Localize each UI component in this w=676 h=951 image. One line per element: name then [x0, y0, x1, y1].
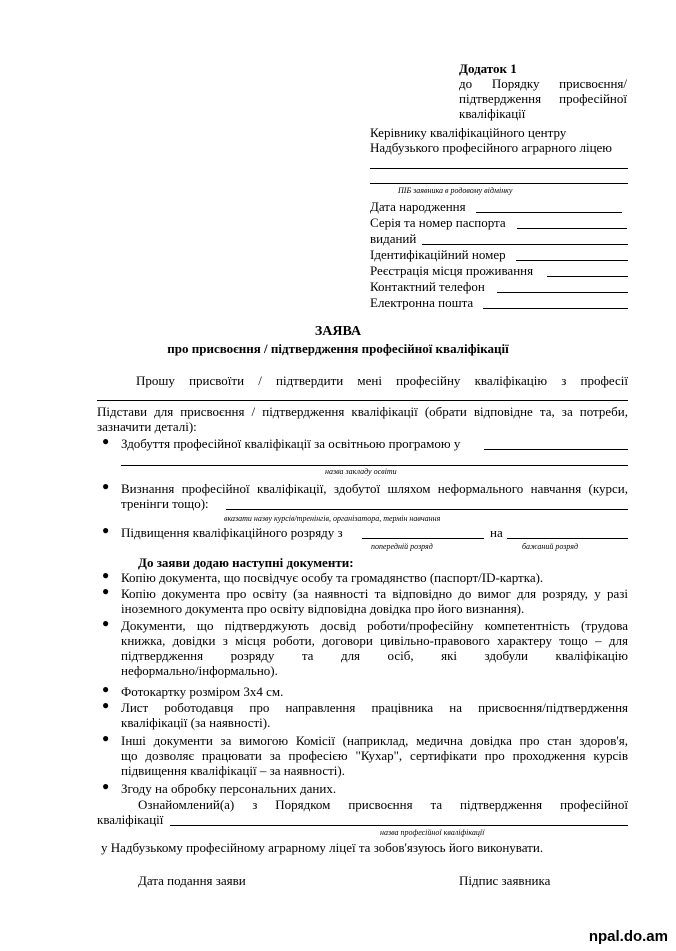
field-passport-label: Серія та номер паспорта	[370, 215, 506, 230]
field-phone-input[interactable]	[497, 292, 628, 293]
ground-nonformal-caption: вказати назву курсів/тренінгів, організатора, термін навчання	[224, 514, 441, 523]
ground-upgrade-on: на	[490, 525, 503, 540]
documents-heading: До заяви додаю наступні документи:	[138, 555, 354, 570]
bullet-icon: ●	[102, 698, 110, 712]
bullet-icon: ●	[102, 434, 110, 448]
bullet-icon: ●	[102, 523, 110, 537]
appendix-line-1: до Порядку присвоєння/	[459, 76, 627, 91]
bullet-icon: ●	[102, 616, 110, 630]
document-item-1: Копію документа, що посвідчує особу та громадянство (паспорт/ID-картка).	[121, 570, 544, 585]
document-item-4: Фотокартку розміром 3х4 см.	[121, 684, 284, 699]
field-passport-input[interactable]	[517, 228, 627, 229]
watermark: npal.do.am	[588, 928, 668, 945]
submission-date-label: Дата подання заяви	[138, 873, 246, 888]
ground-nonformal-line-2: тренінги тощо):	[121, 496, 209, 511]
acknowledgement-line-1: Ознайомлений(а) з Порядком присвоєння та підтвердження професійної	[138, 797, 628, 812]
bullet-icon: ●	[102, 584, 110, 598]
field-birth-date-input[interactable]	[476, 212, 622, 213]
desired-grade-caption: бажаний розряд	[522, 542, 579, 551]
bullet-icon: ●	[102, 731, 110, 745]
applicant-name-caption: ПІБ заявника в родовому відмінку	[398, 186, 513, 195]
qualification-name-input[interactable]	[170, 825, 628, 826]
field-issued-input[interactable]	[422, 244, 628, 245]
profession-input[interactable]	[97, 400, 628, 401]
field-registration-label: Реєстрація місця проживання	[370, 263, 534, 278]
field-email-label: Електронна пошта	[370, 295, 474, 310]
document-item-3-line-2: книжка, довідки з місця роботи, договори цивільно-правового характеру тощо – для	[121, 633, 628, 648]
ground-education-caption: назва закладу освіти	[325, 467, 397, 476]
document-item-6-line-2: що дозволяє працювати за професією "Кухар", сертифікати про проходження курсів	[121, 748, 628, 763]
document-item-3-line-4: неформально/інформально).	[121, 663, 278, 678]
document-item-5-line-1: Лист роботодавця про направлення працівника на присвоєння/підтвердження	[121, 700, 628, 715]
field-phone-label: Контактний телефон	[370, 279, 485, 294]
field-email-input[interactable]	[483, 308, 628, 309]
document-item-5-line-2: кваліфікації (за наявності).	[121, 715, 271, 730]
bullet-icon: ●	[102, 568, 110, 582]
field-birth-date-label: Дата народження	[370, 199, 466, 214]
acknowledgement-line-2: кваліфікації	[97, 812, 164, 827]
ground-education-label: Здобуття професійної кваліфікації за освітньою програмою у	[121, 436, 461, 451]
request-text: Прошу присвоїти / підтвердити мені професійну кваліфікацію з професії	[136, 373, 628, 388]
document-item-3-line-3: підтвердження розряду та для осіб, які здобули кваліфікацію	[121, 648, 628, 663]
bullet-icon: ●	[102, 479, 110, 493]
ground-nonformal-input[interactable]	[226, 509, 628, 510]
applicant-signature-label: Підпис заявника	[459, 873, 551, 888]
appendix-line-3: кваліфікації	[459, 106, 526, 121]
ground-nonformal-line-1: Визнання професійної кваліфікації, здобутої шляхом неформального навчання (курси,	[121, 481, 628, 496]
document-item-7: Згоду на обробку персональних даних.	[121, 781, 337, 796]
applicant-name-line-2[interactable]	[370, 183, 628, 184]
appendix-line-2: підтвердження професійної	[459, 91, 627, 106]
bullet-icon: ●	[102, 682, 110, 696]
qualification-name-caption: назва професійної кваліфікації	[380, 828, 485, 837]
document-item-2-line-1: Копію документа про освіту (за наявності та відповідно до вимог для розряду, у разі	[121, 586, 628, 601]
ground-education-input-2[interactable]	[121, 465, 628, 466]
document-item-6-line-3: підвищення кваліфікації – за наявності).	[121, 763, 345, 778]
acknowledgement-line-3: у Надбузькому професійному аграрному ліцеї та зобов'язуюсь його виконувати.	[101, 840, 544, 855]
document-title: ЗАЯВА	[314, 324, 362, 339]
applicant-name-line-1[interactable]	[370, 168, 628, 169]
field-tax-id-input[interactable]	[516, 260, 628, 261]
document-subtitle: про присвоєння / підтвердження професійної кваліфікації	[167, 341, 509, 356]
addressee-line-2: Надбузького професійного аграрного ліцею	[370, 140, 613, 155]
ground-education-input-1[interactable]	[484, 449, 628, 450]
previous-grade-input[interactable]	[362, 538, 484, 539]
grounds-line-1: Підстави для присвоєння / підтвердження кваліфікації (обрати відповідне та, за потреби,	[97, 404, 628, 419]
ground-upgrade-label: Підвищення кваліфікаційного розряду з	[121, 525, 343, 540]
addressee-line-1: Керівнику кваліфікаційного центру	[370, 125, 567, 140]
document-item-6-line-1: Інші документи за вимогою Комісії (наприклад, медична довідка про стан здоров'я,	[121, 733, 628, 748]
field-issued-label: виданий	[370, 231, 417, 246]
document-item-3-line-1: Документи, що підтверджують досвід роботи/професійну компетентність (трудова	[121, 618, 628, 633]
appendix-title: Додаток 1	[459, 61, 517, 76]
previous-grade-caption: попередній розряд	[371, 542, 433, 551]
field-tax-id-label: Ідентифікаційний номер	[370, 247, 506, 262]
document-item-2-line-2: іноземного документа про освіту відповідна довідка про його визнання).	[121, 601, 525, 616]
bullet-icon: ●	[102, 779, 110, 793]
grounds-line-2: зазначити деталі):	[97, 419, 197, 434]
desired-grade-input[interactable]	[507, 538, 628, 539]
field-registration-input[interactable]	[547, 276, 628, 277]
